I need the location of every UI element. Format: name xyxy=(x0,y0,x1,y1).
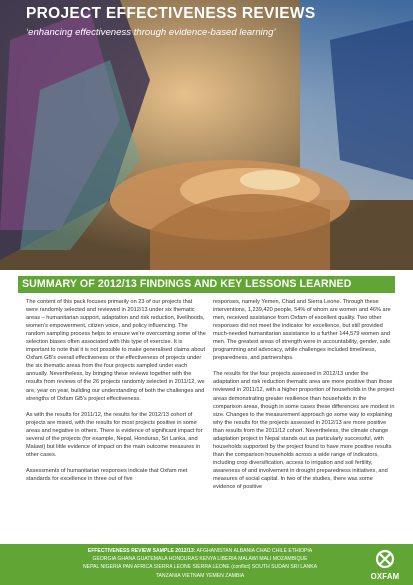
country-line: GEORGIA GHANA GUATEMALA HONDURAS KENYA LIBERIA MALAWI MALI MOZAMBIQUE xyxy=(92,556,308,563)
body-column-right xyxy=(213,298,395,499)
header-photo-banner xyxy=(0,0,413,270)
body-paragraph: As with the results for 2011/12, the results for the 2012/13 cohort of projects are mixed, with the results for most projects positive in some areas and negative in others. There is evidence of significant impact for several of the projects (for example, Nepal, Honduras, Sri Lanka, and Malawi) but little evidence of impact on the main outcome measures in other cases. xyxy=(26,411,203,458)
body-paragraph: responses, namely Yemen, Chad and Sierra Leone. Through these interventions, 1,239,420 people, 54% of whom are women and 46% are men, received assistance from Oxfam of excellent quality. Two other responses did not meet the indicator for excellence, but still provided much-needed humanitarian assistance to a further 144,579 women and men. The greatest areas of strength were in accountability, gender, safe programming and advocacy, while challenges included timeliness, preparedness, and partnerships. xyxy=(213,299,391,362)
body-paragraph: Assessments of humanitarian responses indicate that Oxfam met standards for excellence in three out of five xyxy=(26,467,188,482)
section-heading: SUMMARY OF 2012/13 FINDINGS AND KEY LESSONS LEARNED xyxy=(22,278,352,290)
country-line: NEPAL NIGERIA PAN AFRICA SIERRA LEONE SIERRA LEONE (conflict) SOUTH SUDAN SRI LANKA xyxy=(83,564,317,571)
country-line: AFGHANISTAN ALBANIA CHAD CHILE ETHIOPIA xyxy=(196,548,313,554)
country-line: TANZANIA VIETNAM YEMEN ZAMBIA xyxy=(155,572,245,579)
body-column-left xyxy=(26,298,206,491)
hands-with-grain-photo xyxy=(0,0,413,270)
body-paragraph: The results for the four projects assessed in 2012/13 under the adaptation and risk reduction thematic area are more positive than those reviewed in 2011/12, with a higher proportion of households in the project areas demonstrating greater resilience than households in the comparison areas, though in some cases these differences are modest in size. Changes to the measurement approach go some way to explaining why the results for the projects assessed in 2012/13 are more positive than results from the 2011/12 cohort. Nevertheless, the climate change adaptation project in Nepal stands out as particularly successful, with households supported by the project found to have more positive results than the comparison households across a wide range of indicators, including crop diversification, access to irrigation and soil fertility, awareness of and involvement in drought preparedness initiatives, and measures of social capital. In two of the studies, there was some evidence of positive xyxy=(213,371,395,491)
body-paragraph: The content of this pack focuses primarily on 23 of our projects that were randomly selected and reviewed in 2012/13 under six thematic areas – humanitarian support, adaptation and risk reduction, livelihoods, women's empowerment, citizen voice, and policy influencing. The random sampling process helps to ensure we're overcoming some of the selection biases often associated with this type of exercise. It is important to note that it is not possible to make generalised claims about Oxfam GB's overall effectiveness or the effectiveness of projects under the six thematic areas from the four projects sampled under each annually. Nevertheless, by bringing these reviews together with the results from reviews of the 26 projects randomly selected in 2011/12, we are, year on year, building our understanding of both the challenges and strengths of Oxfam GB's project effectiveness. xyxy=(26,299,206,402)
sample-label: EFFECTIVENESS REVIEW SAMPLE 2012/13: xyxy=(87,548,196,554)
sample-country-list xyxy=(40,547,360,580)
page-title: PROJECT EFFECTIVENESS REVIEWS xyxy=(26,5,316,22)
oxfam-wordmark: OXFAM xyxy=(370,572,400,581)
page-subtitle: ‘enhancing effectiveness through evidence-based learning’ xyxy=(26,27,276,38)
